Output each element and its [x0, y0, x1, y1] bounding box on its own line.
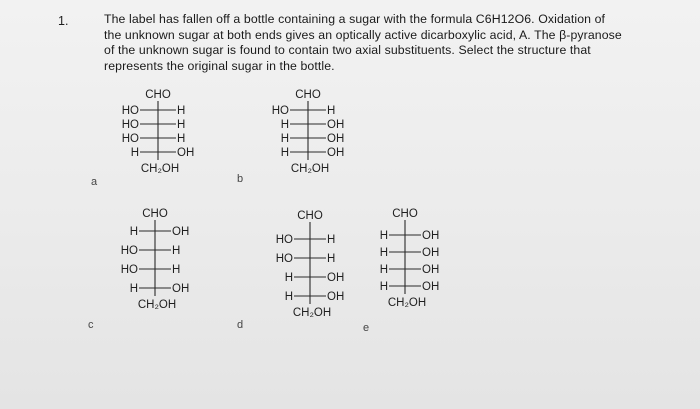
fischer-projection-c[interactable]	[120, 205, 215, 320]
left-substituent-d-3: H	[284, 272, 293, 284]
option-e-label[interactable]: e	[363, 322, 370, 334]
question-number: 1.	[58, 14, 69, 28]
bottom-group-a: CH₂OH	[140, 163, 180, 175]
left-substituent-d-1: HO	[275, 234, 293, 246]
left-substituent-e-2: H	[379, 247, 388, 259]
right-substituent-e-4: OH	[422, 281, 440, 293]
left-substituent-a-1: HO	[121, 105, 139, 117]
right-substituent-e-3: OH	[422, 264, 440, 276]
right-substituent-c-3: H	[172, 264, 181, 276]
left-substituent-a-4: H	[130, 147, 139, 159]
right-substituent-a-1: H	[177, 105, 186, 117]
left-substituent-d-4: H	[284, 291, 293, 303]
right-substituent-e-1: OH	[422, 230, 440, 242]
left-substituent-a-3: HO	[121, 133, 139, 145]
right-substituent-a-3: H	[177, 133, 186, 145]
left-substituent-e-1: H	[379, 230, 388, 242]
option-b-label[interactable]: b	[237, 173, 244, 185]
left-substituent-c-1: H	[129, 226, 138, 238]
bottom-group-d: CH₂OH	[292, 307, 332, 319]
right-substituent-b-1: H	[327, 105, 336, 117]
left-substituent-c-4: H	[129, 283, 138, 295]
right-substituent-b-4: OH	[327, 147, 345, 159]
fischer-projection-d[interactable]	[275, 205, 370, 325]
right-substituent-e-2: OH	[422, 247, 440, 259]
question-text: The label has fallen off a bottle containing a sugar with the formula C6H12O6. Oxidation of the unknown sugar at both ends gives an optically active dicarboxylic acid, A. The β-pyranose of the unknown sugar is found to contain two axial substituents. Select the structure that represents the original sugar in the bottle.	[104, 12, 622, 73]
top-group-d: CHO	[297, 210, 323, 222]
top-group-c: CHO	[142, 208, 168, 220]
right-substituent-a-2: H	[177, 119, 186, 131]
option-a-label[interactable]: a	[91, 176, 98, 188]
top-group-a: CHO	[145, 89, 171, 101]
left-substituent-d-2: HO	[275, 253, 293, 265]
top-group-e: CHO	[392, 208, 418, 220]
right-substituent-c-2: H	[172, 245, 181, 257]
left-substituent-c-2: HO	[120, 245, 138, 257]
fischer-projection-a[interactable]	[121, 88, 218, 188]
bottom-group-e: CH₂OH	[387, 297, 427, 309]
option-c-label[interactable]: c	[88, 319, 94, 331]
left-substituent-b-1: HO	[271, 105, 289, 117]
fischer-projection-e[interactable]	[379, 205, 465, 320]
right-substituent-b-2: OH	[327, 119, 345, 131]
left-substituent-b-2: H	[280, 119, 289, 131]
option-d-label[interactable]: d	[237, 319, 244, 331]
right-substituent-d-4: OH	[327, 291, 345, 303]
left-substituent-e-3: H	[379, 264, 388, 276]
fischer-projection-b[interactable]	[271, 88, 368, 188]
right-substituent-d-2: H	[327, 253, 336, 265]
right-substituent-c-1: OH	[172, 226, 190, 238]
left-substituent-a-2: HO	[121, 119, 139, 131]
left-substituent-c-3: HO	[120, 264, 138, 276]
left-substituent-b-4: H	[280, 147, 289, 159]
bottom-group-b: CH₂OH	[290, 163, 330, 175]
left-substituent-b-3: H	[280, 133, 289, 145]
right-substituent-d-1: H	[327, 234, 336, 246]
left-substituent-e-4: H	[379, 281, 388, 293]
bottom-group-c: CH₂OH	[137, 299, 177, 311]
right-substituent-d-3: OH	[327, 272, 345, 284]
right-substituent-c-4: OH	[172, 283, 190, 295]
right-substituent-a-4: OH	[177, 147, 195, 159]
top-group-b: CHO	[295, 89, 321, 101]
right-substituent-b-3: OH	[327, 133, 345, 145]
